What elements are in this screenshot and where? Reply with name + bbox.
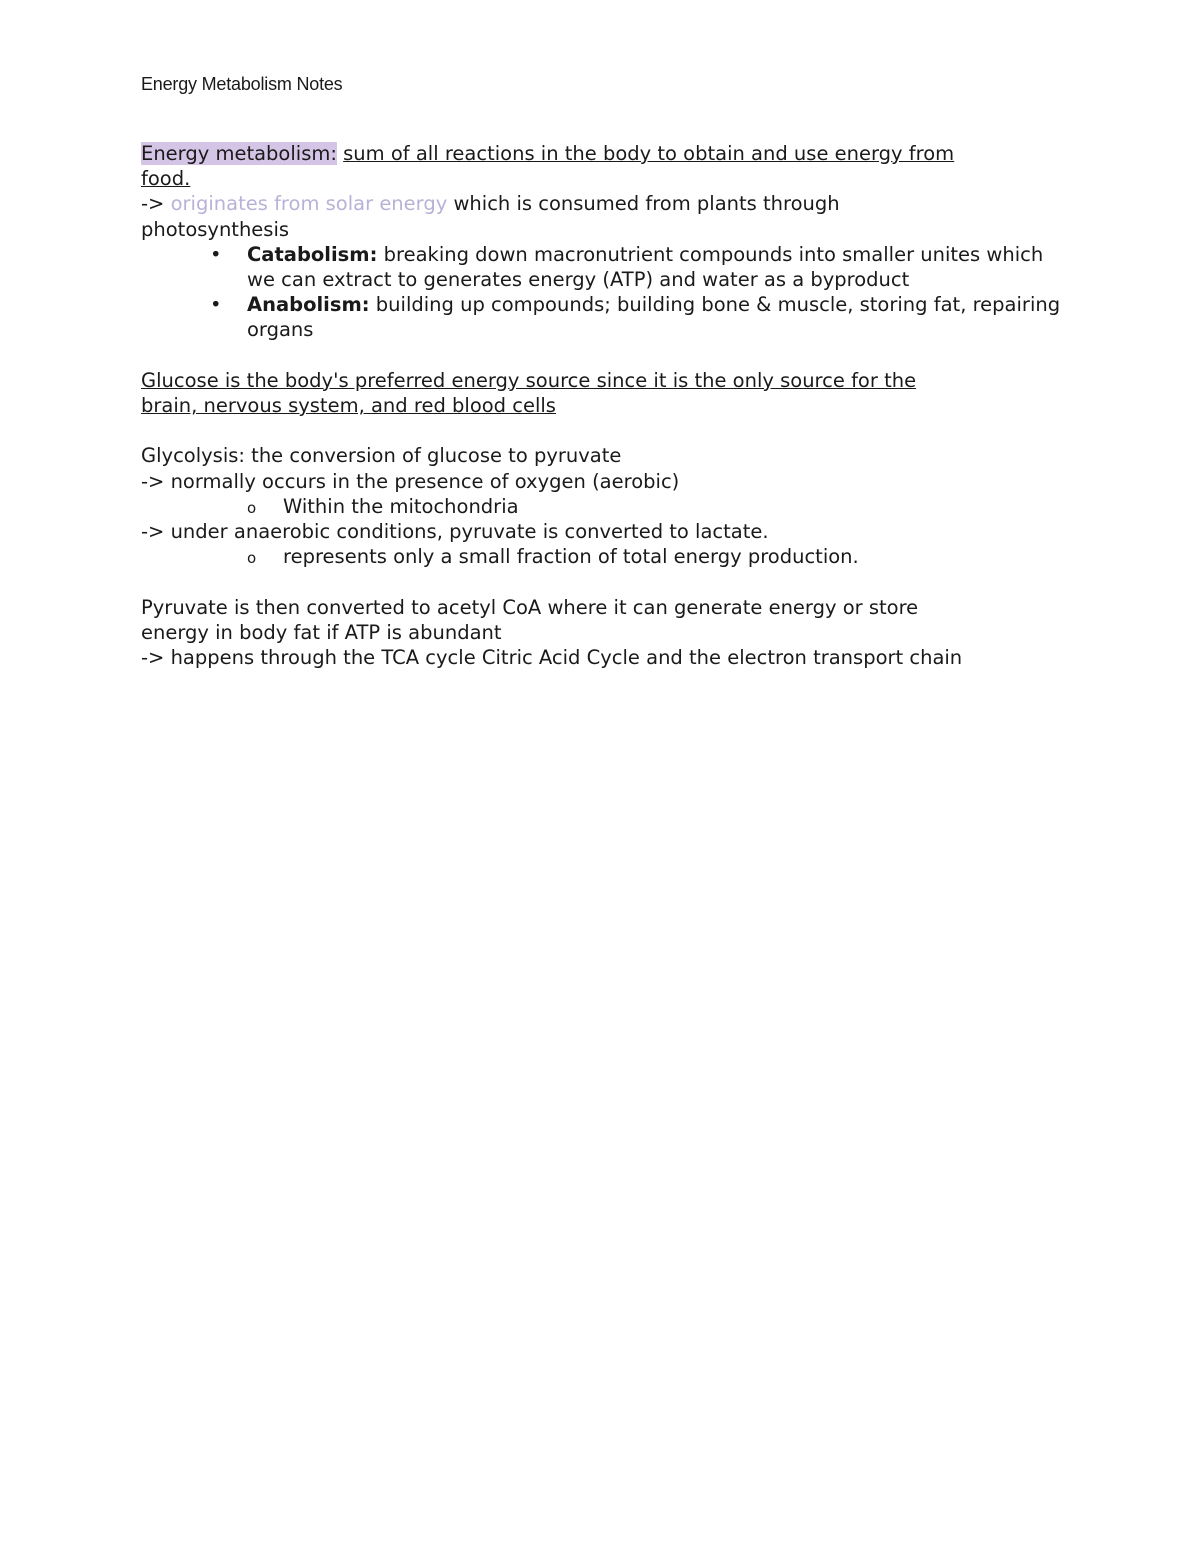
sub-bullet-text: Within the mitochondria [283,494,519,518]
glycolysis-title: Glycolysis: the conversion of glucose to pyruvate [141,444,622,468]
origin-arrow: -> [141,192,165,216]
spacer [141,418,1071,443]
glycolysis-aerobic: -> normally occurs in the presence of oxygen (aerobic) [141,469,680,493]
bullet-item-anabolism [141,292,1071,342]
glycolysis-anaerobic-sub [141,544,1071,569]
bullet-term: Catabolism: [247,242,378,266]
origin-highlight: originates from solar energy [170,192,448,216]
origin-line [141,191,1071,216]
glucose-text-1: Glucose is the body's preferred energy source since it is the only source for the [141,368,917,392]
bullet-icon: • [210,242,222,266]
spacer [141,343,1071,368]
sub-bullet-text: represents only a small fraction of total energy production. [283,545,859,569]
bullet-item-catabolism [141,242,1071,292]
pyruvate-line-2: energy in body fat if ATP is abundant [141,620,502,644]
pyruvate-line-1: Pyruvate is then converted to acetyl CoA where it can generate energy or store [141,595,919,619]
bullet-text: building up compounds; building bone & muscle, storing fat, repairing organs [247,293,1061,342]
definition-line-1 [141,141,1071,166]
origin-line-2: photosynthesis [141,217,290,241]
glucose-text-2: brain, nervous system, and red blood cells [141,394,556,418]
origin-text-1: which is consumed from plants through [453,192,840,216]
bullet-text: breaking down macronutrient compounds into smaller unites which we can extract to generates energy (ATP) and water as a byproduct [247,242,1044,292]
definition-text-part-1: sum of all reactions in the body to obtain and use energy from [343,142,955,165]
pyruvate-line-3: -> happens through the TCA cycle Citric Acid Cycle and the electron transport chain [141,646,963,670]
glucose-line-2 [141,393,1071,418]
glucose-line-1 [141,368,1071,393]
definition-line-2 [141,166,1071,191]
bullet-icon: • [210,293,222,317]
definition-text-part-2: food. [141,167,191,191]
spacer [141,569,1071,594]
sub-bullet-icon: o [247,498,257,517]
page-header: Energy Metabolism Notes [141,74,343,94]
document-body [141,141,1071,670]
bullet-term: Anabolism: [247,293,370,317]
definition-term: Energy metabolism: [141,142,337,165]
glycolysis-aerobic-sub [141,494,1071,519]
glycolysis-anaerobic: -> under anaerobic conditions, pyruvate is converted to lactate. [141,520,769,544]
sub-bullet-icon: o [247,549,257,568]
